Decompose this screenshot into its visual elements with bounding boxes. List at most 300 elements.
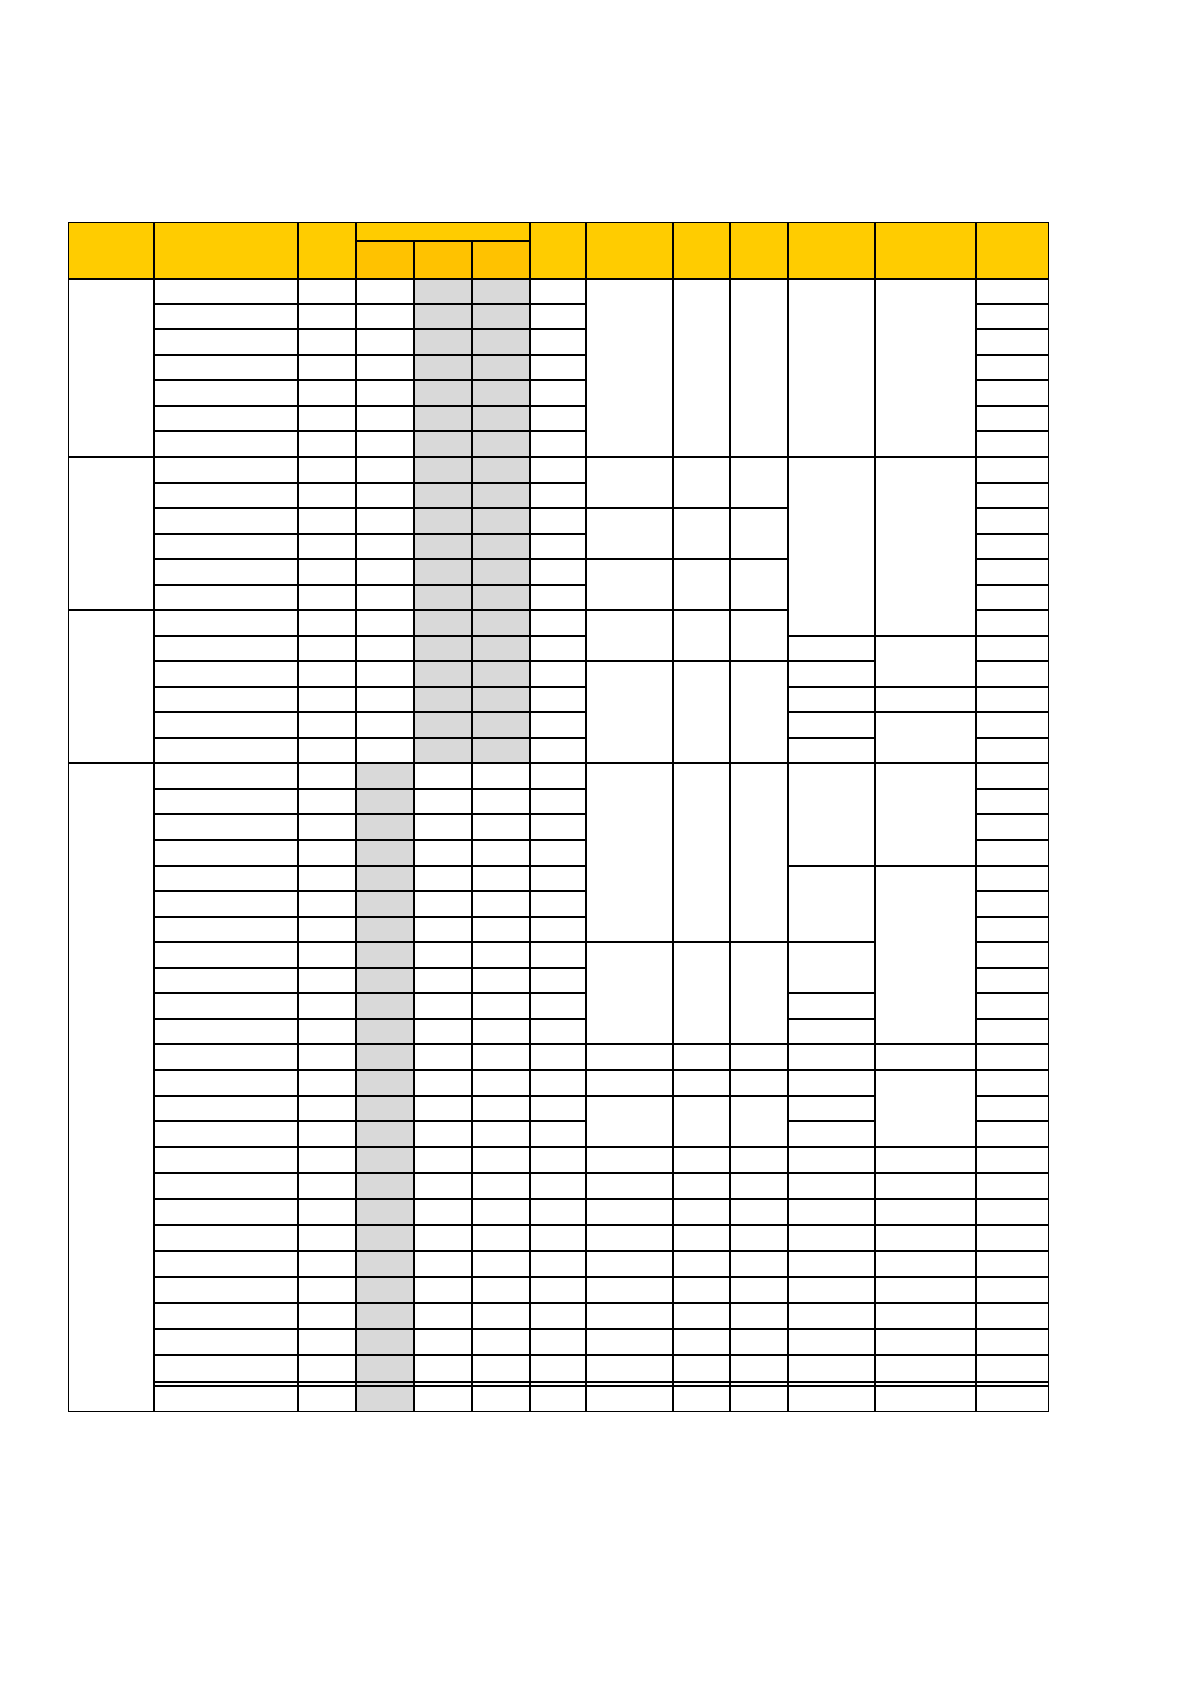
- table-cell: [673, 1225, 730, 1251]
- table-cell: [530, 1355, 586, 1382]
- table-cell: [298, 1199, 356, 1225]
- table-cell: [976, 1355, 1049, 1382]
- table-cell: [730, 1199, 788, 1225]
- table-cell: [788, 1225, 875, 1251]
- table-cell: [298, 483, 356, 508]
- table-cell: [356, 1173, 414, 1199]
- table-cell: [298, 1277, 356, 1303]
- table-cell: [875, 1303, 976, 1329]
- table-cell: [788, 1173, 875, 1199]
- table-cell: [298, 1386, 356, 1412]
- table-cell: [472, 993, 530, 1019]
- table-cell: [414, 891, 472, 917]
- table-cell: [976, 840, 1049, 866]
- table-cell: [673, 1386, 730, 1412]
- table-cell: [154, 1386, 298, 1412]
- table-cell: [976, 942, 1049, 968]
- table-cell: [976, 559, 1049, 585]
- table-cell: [530, 687, 586, 712]
- table-cell: [356, 1225, 414, 1251]
- table-cell: [586, 1173, 673, 1199]
- table-cell: [414, 661, 472, 687]
- table-cell: [414, 712, 472, 738]
- table-cell: [673, 1044, 730, 1070]
- table-cell: [356, 814, 414, 840]
- table-cell: [976, 763, 1049, 789]
- table-cell: [976, 1199, 1049, 1225]
- table-cell: [414, 1303, 472, 1329]
- table-cell: [298, 789, 356, 814]
- table-cell: [472, 763, 530, 789]
- table-cell: [530, 534, 586, 559]
- table-cell: [154, 866, 298, 891]
- table-cell: [530, 1070, 586, 1096]
- table-cell: [730, 1044, 788, 1070]
- table-cell: [414, 406, 472, 431]
- table-cell: [530, 636, 586, 661]
- table-cell: [356, 483, 414, 508]
- table-cell: [788, 457, 875, 636]
- table-cell: [356, 534, 414, 559]
- table-cell: [298, 1019, 356, 1044]
- table-cell: [788, 1303, 875, 1329]
- table-cell: [154, 508, 298, 534]
- table-cell: [530, 1147, 586, 1173]
- table-cell: [976, 636, 1049, 661]
- table-cell: [875, 763, 976, 866]
- table-cell: [414, 508, 472, 534]
- table-cell: [472, 968, 530, 993]
- table-cell: [154, 687, 298, 712]
- table-cell: [356, 891, 414, 917]
- table-cell: [154, 304, 298, 329]
- table-cell: [673, 1199, 730, 1225]
- table-cell: [875, 1251, 976, 1277]
- table-cell: [356, 661, 414, 687]
- table-cell: [875, 279, 976, 457]
- table-cell: [730, 457, 788, 508]
- table-cell: [356, 431, 414, 457]
- table-cell: [976, 661, 1049, 687]
- table-cell: [298, 712, 356, 738]
- table-cell: [673, 1147, 730, 1173]
- table-cell: [356, 559, 414, 585]
- table-cell: [154, 840, 298, 866]
- table-cell: [530, 993, 586, 1019]
- table-cell: [356, 1329, 414, 1355]
- table-cell: [414, 380, 472, 406]
- table-cell: [298, 559, 356, 585]
- table-cell: [154, 1147, 298, 1173]
- table-cell: [472, 1277, 530, 1303]
- table-cell: [298, 687, 356, 712]
- table-cell: [875, 1199, 976, 1225]
- table-cell: [472, 279, 530, 304]
- table-cell: [875, 636, 976, 687]
- table-cell: [788, 942, 875, 993]
- table-cell: [154, 1070, 298, 1096]
- table-cell: [976, 380, 1049, 406]
- table-cell: [976, 457, 1049, 483]
- table-cell: [298, 763, 356, 789]
- table-cell: [730, 942, 788, 1044]
- table-cell: [472, 355, 530, 380]
- table-cell: [788, 1251, 875, 1277]
- table-cell: [673, 661, 730, 763]
- table-cell: [154, 1199, 298, 1225]
- table-cell: [730, 1355, 788, 1382]
- table-cell: [530, 1173, 586, 1199]
- table-cell: [154, 917, 298, 942]
- table-cell: [472, 508, 530, 534]
- table-cell: [298, 1096, 356, 1121]
- table-cell: [673, 1173, 730, 1199]
- table-cell: [472, 457, 530, 483]
- table-cell: [414, 1225, 472, 1251]
- table-cell: [530, 763, 586, 789]
- table-cell: [298, 942, 356, 968]
- table-cell: [298, 508, 356, 534]
- table-cell: [673, 1277, 730, 1303]
- table-cell: [154, 1173, 298, 1199]
- table-cell: [730, 1173, 788, 1199]
- table-cell: [298, 866, 356, 891]
- table-cell: [472, 483, 530, 508]
- table-cell: [530, 942, 586, 968]
- table-cell: [730, 1277, 788, 1303]
- table-cell: [298, 1251, 356, 1277]
- table-cell: [976, 1173, 1049, 1199]
- table-cell: [472, 942, 530, 968]
- table-cell: [530, 483, 586, 508]
- table-cell: [788, 687, 875, 712]
- table-cell: [298, 304, 356, 329]
- table-cell: [472, 1044, 530, 1070]
- table-cell: [472, 559, 530, 585]
- table-cell: [154, 1044, 298, 1070]
- table-cell: [530, 406, 586, 431]
- table-cell: [976, 917, 1049, 942]
- table-cell: [356, 1386, 414, 1412]
- table-cell: [673, 508, 730, 559]
- table-cell: [154, 993, 298, 1019]
- table-cell: [154, 1225, 298, 1251]
- table-cell: [356, 1019, 414, 1044]
- table-cell: [586, 1386, 673, 1412]
- table-cell: [530, 559, 586, 585]
- table-cell: [530, 712, 586, 738]
- table-cell: [356, 585, 414, 610]
- table-cell: [414, 968, 472, 993]
- table-cell: [356, 968, 414, 993]
- header-cell: [976, 222, 1049, 279]
- table-cell: [976, 329, 1049, 355]
- table-cell: [414, 304, 472, 329]
- table-cell: [976, 1386, 1049, 1412]
- table-cell: [414, 1199, 472, 1225]
- table-cell: [298, 1225, 356, 1251]
- table-cell: [976, 508, 1049, 534]
- table-cell: [530, 1277, 586, 1303]
- table-cell: [154, 738, 298, 763]
- table-cell: [530, 1303, 586, 1329]
- table-cell: [414, 457, 472, 483]
- table-cell: [154, 1251, 298, 1277]
- table-cell: [788, 636, 875, 661]
- table-cell: [875, 1070, 976, 1147]
- table-cell: [298, 1173, 356, 1199]
- table-cell: [298, 1303, 356, 1329]
- table-cell: [154, 1121, 298, 1147]
- table-cell: [472, 1173, 530, 1199]
- table-cell: [414, 431, 472, 457]
- table-cell: [976, 993, 1049, 1019]
- table-cell: [154, 968, 298, 993]
- table-cell: [875, 1173, 976, 1199]
- table-cell: [414, 483, 472, 508]
- table-cell: [875, 712, 976, 763]
- table-cell: [976, 814, 1049, 840]
- table-cell: [586, 942, 673, 1044]
- table-cell: [530, 585, 586, 610]
- table-cell: [976, 610, 1049, 636]
- table-cell: [730, 1225, 788, 1251]
- table-cell: [154, 406, 298, 431]
- table-cell: [414, 636, 472, 661]
- table-cell: [154, 534, 298, 559]
- table-cell: [976, 1147, 1049, 1173]
- table-cell: [730, 1251, 788, 1277]
- table-cell: [154, 279, 298, 304]
- table-cell: [298, 1355, 356, 1382]
- table-cell: [472, 406, 530, 431]
- table-cell: [154, 610, 298, 636]
- table-cell: [414, 1044, 472, 1070]
- header-subcolumn-cell: [472, 241, 530, 279]
- table-cell: [472, 1121, 530, 1147]
- table-cell: [298, 380, 356, 406]
- table-cell: [788, 763, 875, 866]
- table-cell: [356, 406, 414, 431]
- table-cell: [530, 279, 586, 304]
- table-cell: [298, 457, 356, 483]
- table-cell: [530, 1225, 586, 1251]
- table-cell: [875, 1355, 976, 1382]
- table-cell: [414, 763, 472, 789]
- table-cell: [356, 1355, 414, 1382]
- table-cell: [530, 431, 586, 457]
- table-cell: [298, 993, 356, 1019]
- table-cell: [788, 866, 875, 942]
- table-cell: [586, 661, 673, 763]
- table-cell: [586, 1225, 673, 1251]
- table-cell: [356, 687, 414, 712]
- table-cell: [414, 814, 472, 840]
- table-cell: [414, 610, 472, 636]
- table-cell: [530, 610, 586, 636]
- table-cell: [530, 329, 586, 355]
- table-cell: [472, 866, 530, 891]
- table-cell: [472, 661, 530, 687]
- table-cell: [976, 891, 1049, 917]
- table-cell: [298, 355, 356, 380]
- table-cell: [154, 457, 298, 483]
- table-cell: [976, 1044, 1049, 1070]
- table-cell: [530, 457, 586, 483]
- table-cell: [673, 1329, 730, 1355]
- table-cell: [472, 1096, 530, 1121]
- table-cell: [154, 585, 298, 610]
- table-cell: [414, 738, 472, 763]
- table-cell: [472, 534, 530, 559]
- table-cell: [530, 840, 586, 866]
- table-cell: [976, 483, 1049, 508]
- table-cell: [586, 1355, 673, 1382]
- group-label-cell: [68, 763, 154, 1412]
- table-cell: [154, 380, 298, 406]
- table-cell: [673, 1070, 730, 1096]
- table-cell: [472, 738, 530, 763]
- table-cell: [586, 1199, 673, 1225]
- table-cell: [976, 738, 1049, 763]
- table-cell: [298, 1147, 356, 1173]
- table-cell: [788, 1147, 875, 1173]
- table-cell: [356, 457, 414, 483]
- table-cell: [586, 763, 673, 942]
- table-cell: [298, 329, 356, 355]
- header-cell: [586, 222, 673, 279]
- table-cell: [154, 712, 298, 738]
- header-cell: [530, 222, 586, 279]
- table-cell: [788, 1070, 875, 1096]
- table-cell: [586, 279, 673, 457]
- table-cell: [976, 1096, 1049, 1121]
- table-cell: [730, 610, 788, 661]
- table-cell: [298, 1121, 356, 1147]
- table-cell: [298, 891, 356, 917]
- table-cell: [414, 559, 472, 585]
- table-cell: [530, 1386, 586, 1412]
- table-cell: [788, 1355, 875, 1382]
- table-cell: [875, 1386, 976, 1412]
- table-cell: [298, 840, 356, 866]
- table-cell: [356, 789, 414, 814]
- header-group-cell: [356, 222, 530, 241]
- table-cell: [976, 968, 1049, 993]
- table-cell: [586, 1096, 673, 1147]
- table-cell: [472, 304, 530, 329]
- table-cell: [976, 304, 1049, 329]
- table-cell: [298, 814, 356, 840]
- table-cell: [976, 687, 1049, 712]
- table-cell: [875, 687, 976, 712]
- table-cell: [298, 917, 356, 942]
- table-cell: [298, 636, 356, 661]
- table-cell: [976, 1251, 1049, 1277]
- table-cell: [414, 585, 472, 610]
- table-cell: [673, 1096, 730, 1147]
- table-cell: [414, 1147, 472, 1173]
- table-cell: [788, 1019, 875, 1044]
- table-cell: [356, 738, 414, 763]
- table-cell: [472, 1329, 530, 1355]
- table-cell: [788, 993, 875, 1019]
- header-cell: [730, 222, 788, 279]
- table-cell: [730, 661, 788, 763]
- header-cell: [788, 222, 875, 279]
- table-cell: [414, 687, 472, 712]
- table-cell: [530, 1096, 586, 1121]
- table-cell: [788, 738, 875, 763]
- table-cell: [472, 840, 530, 866]
- table-cell: [530, 917, 586, 942]
- table-cell: [356, 1070, 414, 1096]
- table-cell: [356, 1303, 414, 1329]
- table-cell: [788, 661, 875, 687]
- table-cell: [356, 1251, 414, 1277]
- table-cell: [788, 1199, 875, 1225]
- table-cell: [414, 840, 472, 866]
- table-cell: [875, 1329, 976, 1355]
- table-cell: [788, 279, 875, 457]
- table-cell: [673, 457, 730, 508]
- table-cell: [414, 1121, 472, 1147]
- table-cell: [356, 636, 414, 661]
- header-cell: [875, 222, 976, 279]
- table-cell: [788, 1277, 875, 1303]
- table-cell: [472, 891, 530, 917]
- header-cell: [68, 222, 154, 279]
- table-cell: [586, 508, 673, 559]
- table-cell: [730, 1096, 788, 1147]
- table-cell: [414, 1173, 472, 1199]
- table-cell: [530, 1019, 586, 1044]
- table-cell: [356, 1096, 414, 1121]
- table-cell: [586, 1070, 673, 1096]
- table-cell: [530, 1199, 586, 1225]
- table-cell: [472, 1386, 530, 1412]
- table-cell: [472, 1147, 530, 1173]
- table-cell: [472, 1355, 530, 1382]
- table-cell: [298, 585, 356, 610]
- table-cell: [356, 1147, 414, 1173]
- table-cell: [472, 610, 530, 636]
- table-cell: [414, 329, 472, 355]
- table-cell: [976, 1121, 1049, 1147]
- table-cell: [788, 1044, 875, 1070]
- table-cell: [875, 1147, 976, 1173]
- table-cell: [673, 610, 730, 661]
- table-cell: [414, 1355, 472, 1382]
- header-cell: [154, 222, 298, 279]
- table-cell: [788, 1121, 875, 1147]
- table-cell: [154, 1096, 298, 1121]
- table-cell: [154, 789, 298, 814]
- table-cell: [976, 712, 1049, 738]
- table-cell: [472, 789, 530, 814]
- table-cell: [976, 431, 1049, 457]
- table-cell: [154, 1019, 298, 1044]
- table-cell: [730, 1070, 788, 1096]
- table-cell: [154, 1329, 298, 1355]
- table-cell: [530, 1044, 586, 1070]
- table-cell: [414, 866, 472, 891]
- table-cell: [472, 1070, 530, 1096]
- table-cell: [472, 712, 530, 738]
- table-cell: [356, 942, 414, 968]
- table-cell: [976, 1329, 1049, 1355]
- table-cell: [356, 610, 414, 636]
